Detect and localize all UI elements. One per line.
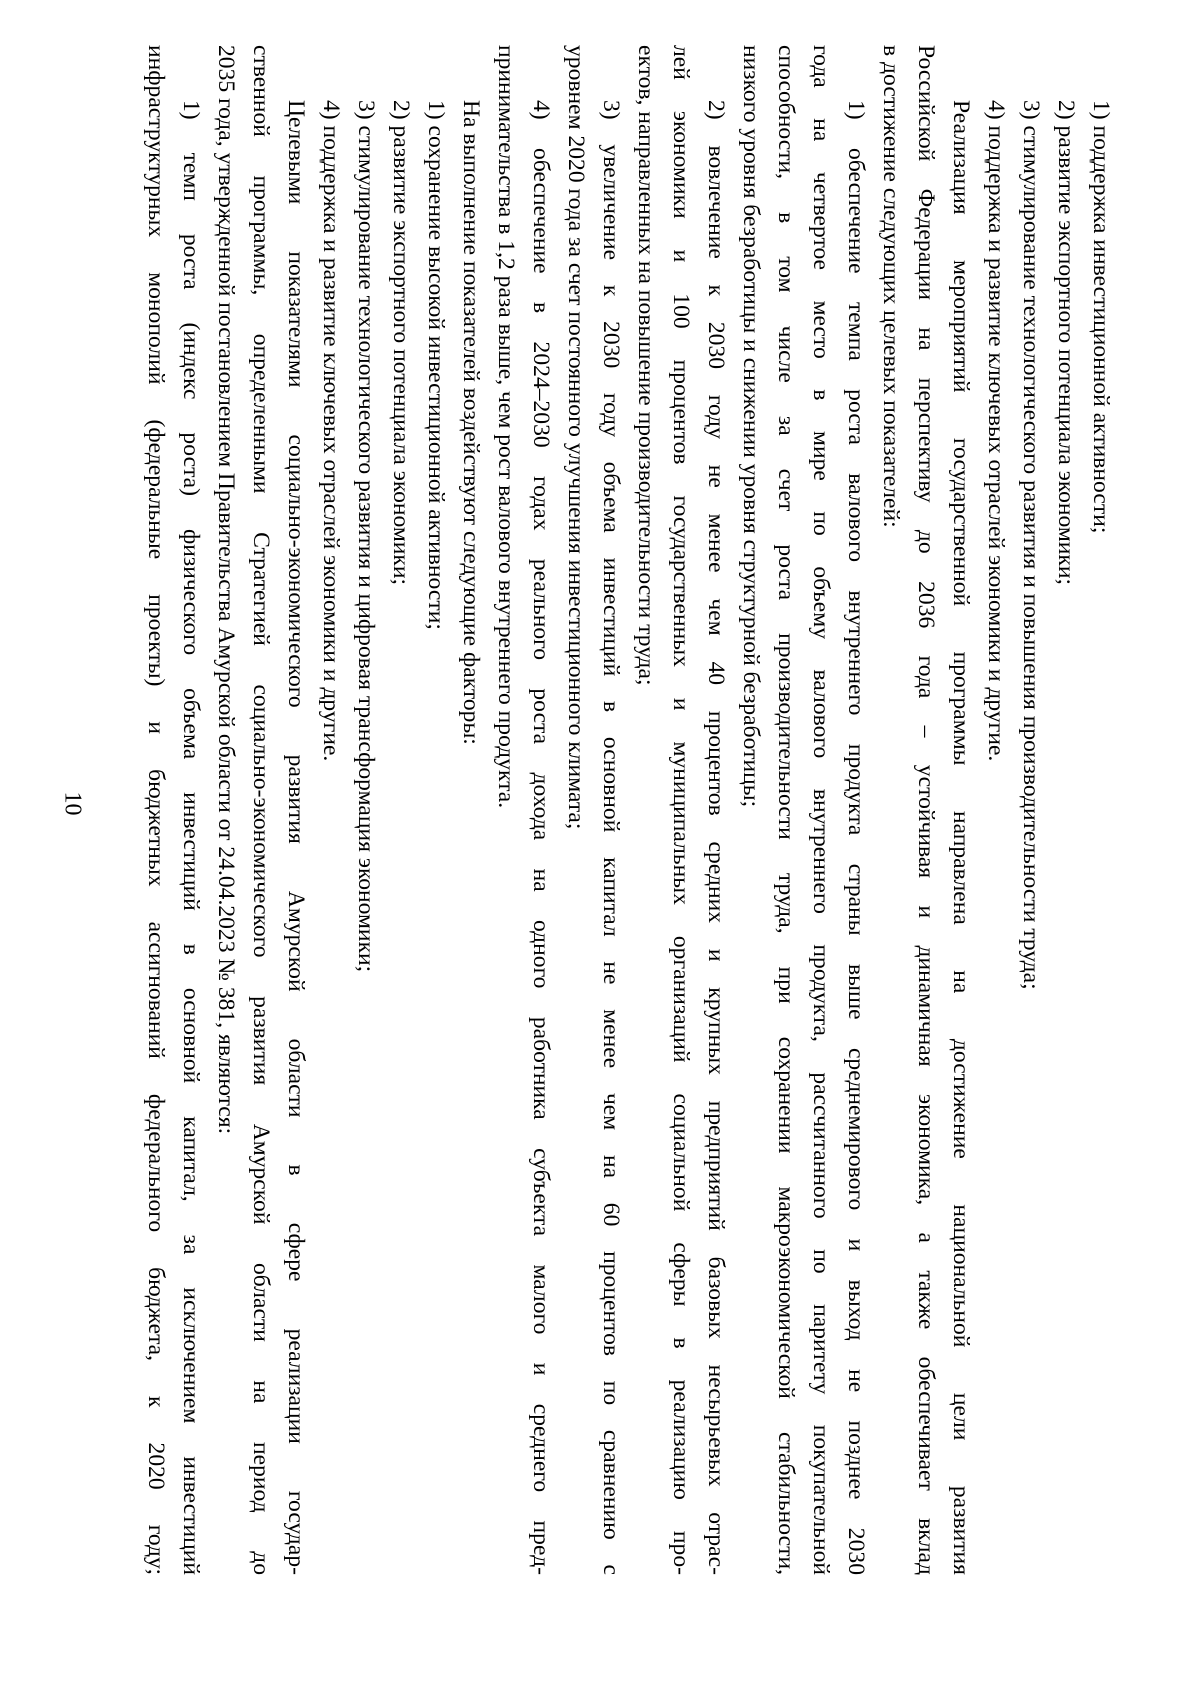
- text-line: ственной программы, определенными Стратегией социально-экономического развития Амурской области на период до: [248, 45, 274, 1575]
- text-line: 2) развитие экспортного потенциала экономики;: [388, 100, 414, 586]
- text-line: принимательства в 1,2 раза выше, чем рост валового внутреннего продукта.: [493, 45, 519, 809]
- text-line: лей экономики и 100 процентов государственных и муниципальных организаций социальной сферы в реализацию про-: [668, 45, 694, 1575]
- text-line: 2) развитие экспортного потенциала экономики;: [1053, 100, 1079, 586]
- text-line: Реализация мероприятий государственной программы направлена на достижение национальной цели развития: [948, 100, 974, 1575]
- text-line: ектов, направленных на повышение производительности труда;: [633, 45, 659, 686]
- text-line: На выполнение показателей воздействуют следующие факторы:: [458, 100, 484, 745]
- text-line: 4) поддержка и развитие ключевых отраслей экономики и другие.: [983, 100, 1009, 762]
- text-line: Российской Федерации на перспективу до 2036 года – устойчивая и динамичная экономика, а также обеспечивает вклад: [913, 45, 939, 1575]
- text-line: инфраструктурных монополий (федеральные проекты) и бюджетных ассигнований федерального бюджета, к 2020 году;: [143, 45, 169, 1575]
- text-line: низкого уровня безработицы и снижении уровня структурной безработицы;: [738, 45, 764, 808]
- text-line: Целевыми показателями социально-экономического развития Амурской области в сфере реализации государ-: [283, 100, 309, 1575]
- text-line: 1) темп роста (индекс роста) физического объема инвестиций в основной капитал, за исключением инвестиций: [178, 100, 204, 1575]
- text-line: года на четвертое место в мире по объему валового внутреннего продукта, рассчитанного по паритету покупательной: [808, 45, 834, 1575]
- text-line: 2) вовлечение к 2030 году не менее чем 40 процентов средних и крупных предприятий базовых несырьевых отрас-: [703, 100, 729, 1575]
- text-line: способности, в том числе за счет роста производительности труда, при сохранении макроэкономической стабильности,: [773, 45, 799, 1575]
- text-line: уровнем 2020 года за счет постоянного улучшения инвестиционного климата;: [563, 45, 589, 830]
- text-line: в достижение следующих целевых показателей:: [878, 45, 904, 528]
- text-line: 4) обеспечение в 2024–2030 годах реального роста дохода на одного работника субъекта малого и среднего пред-: [528, 100, 554, 1575]
- text-line: 3) стимулирование технологического развития и повышения производительности труда;: [1018, 100, 1044, 990]
- document-body: [138, 45, 1118, 1575]
- text-line: 1) обеспечение темпа роста валового внутреннего продукта страны выше среднемирового и выход не позднее 2030: [843, 100, 869, 1575]
- text-line: 1) поддержка инвестиционной активности;: [1088, 100, 1114, 534]
- text-line: 4) поддержка и развитие ключевых отраслей экономики и другие.: [318, 100, 344, 762]
- text-line: 1) сохранение высокой инвестиционной активности;: [423, 100, 449, 630]
- text-line: 3) увеличение к 2030 году объема инвестиций в основной капитал не менее чем на 60 процентов по сравнению с: [598, 100, 624, 1575]
- text-line: 3) стимулирование технологического развития и цифровая трансформация экономики;: [353, 100, 379, 973]
- text-line: 2035 года, утвержденной постановлением Правительства Амурской области от 24.04.2023 № 381, являются:: [213, 45, 239, 1135]
- page-number: 10: [59, 791, 86, 816]
